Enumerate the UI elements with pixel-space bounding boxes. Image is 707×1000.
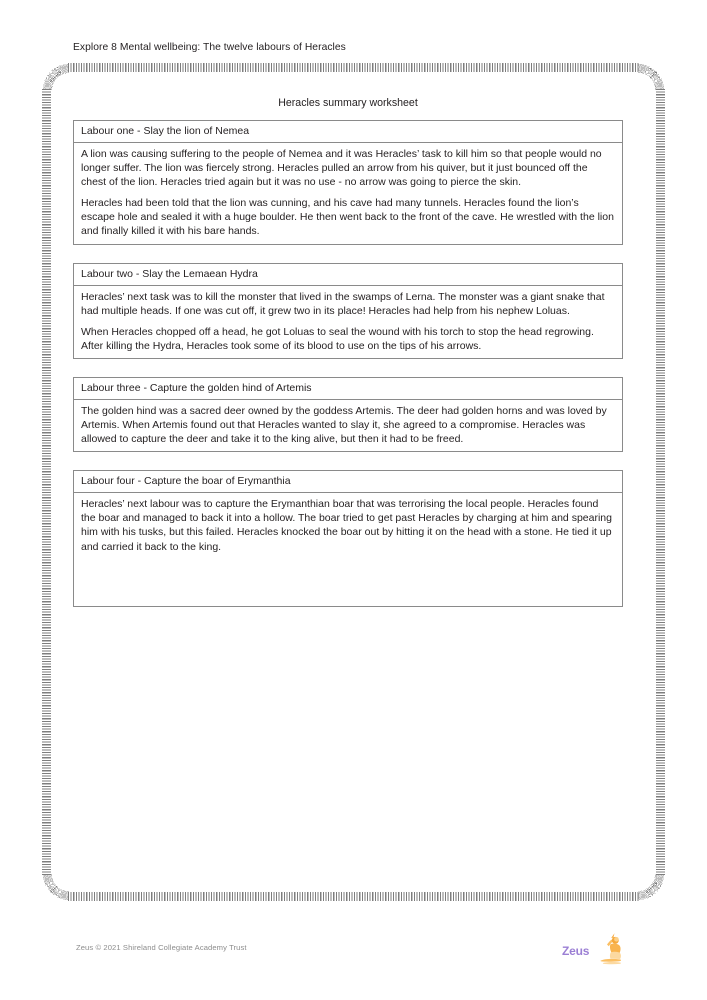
- labour-heading: Labour three - Capture the golden hind of Artemis: [74, 378, 622, 400]
- labour-paragraph: Heracles’ next labour was to capture the Erymanthian boar that was terrorising the local people. Heracles found the boar and managed to back it into a hollow. The boar tried to get past Heracles by charging at him and spearing him with his tusks, but this failed. Heracles knocked the boar out by hitting it on the head with a stone. He tied it up and carried it back to the king.: [81, 498, 612, 553]
- labour-spacer: [73, 245, 623, 263]
- labour-body: [74, 493, 622, 606]
- border-edge-top: [68, 63, 639, 72]
- labour-paragraph: Heracles had been told that the lion was cunning, and his cave had many tunnels. Heracles found the lion’s escape hole and sealed it with a huge boulder. He then went back to the front of the cave. He wrestled with the lion and finally killed it with his bare hands.: [81, 197, 614, 238]
- labour-spacer: [73, 359, 623, 377]
- border-corner-top-left: [42, 63, 69, 90]
- border-corner-top-right: [638, 63, 665, 90]
- labour-paragraph: The golden hind was a sacred deer owned by the goddess Artemis. The deer had golden horns and was loved by Artemis. When Artemis found out that Heracles wanted to slay it, she agreed to a compromise. Heracles was allowed to capture the deer and take it to the king alive, but then it had to be freed.: [81, 404, 607, 446]
- zeus-logo: [562, 932, 624, 968]
- worksheet-title: Heracles summary worksheet: [278, 97, 418, 109]
- zeus-lightning-figure-icon: [595, 932, 624, 965]
- labour-paragraph: A lion was causing suffering to the people of Nemea and it was Heracles’ task to kill him so that people would no longer suffer. The lion was fiercely strong. Heracles pulled an arrow from his quiver, but it just bounced off the chest of the lion. Heracles tried again but it was no use - no arrow was going to pierce the skin.: [81, 148, 602, 189]
- labour-block: [73, 263, 623, 359]
- footer-copyright: Zeus © 2021 Shireland Collegiate Academy Trust: [76, 943, 247, 952]
- labour-heading: Labour one - Slay the lion of Nemea: [74, 121, 622, 143]
- labour-paragraph: Heracles’ next task was to kill the monster that lived in the swamps of Lerna. The monster was a giant snake that had multiple heads. If one was cut off, it grew two in its place! Heracles had help from his nephew Loluas.: [81, 290, 605, 317]
- labour-body: [74, 286, 622, 358]
- labour-block: [73, 120, 623, 245]
- border-edge-left: [42, 89, 51, 875]
- border-corner-bottom-right: [638, 874, 665, 901]
- labour-body: [74, 143, 622, 244]
- page-header: Explore 8 Mental wellbeing: The twelve labours of Heracles: [73, 42, 346, 53]
- labour-paragraph: When Heracles chopped off a head, he got Loluas to seal the wound with his torch to stop the head regrowing. After killing the Hydra, Heracles took some of its blood to use on the tips of his arrows.: [81, 325, 594, 352]
- labour-heading: Labour four - Capture the boar of Erymanthia: [74, 471, 622, 493]
- labour-heading: Labour two - Slay the Lemaean Hydra: [74, 264, 622, 286]
- border-edge-bottom: [68, 892, 639, 901]
- labour-block: [73, 470, 623, 607]
- labour-body: [74, 400, 622, 451]
- labour-spacer: [73, 452, 623, 470]
- border-corner-bottom-left: [42, 874, 69, 901]
- zeus-logo-wordmark: Zeus: [562, 944, 590, 958]
- border-edge-right: [656, 89, 665, 875]
- labours-table: [73, 120, 623, 607]
- labour-block: [73, 377, 623, 452]
